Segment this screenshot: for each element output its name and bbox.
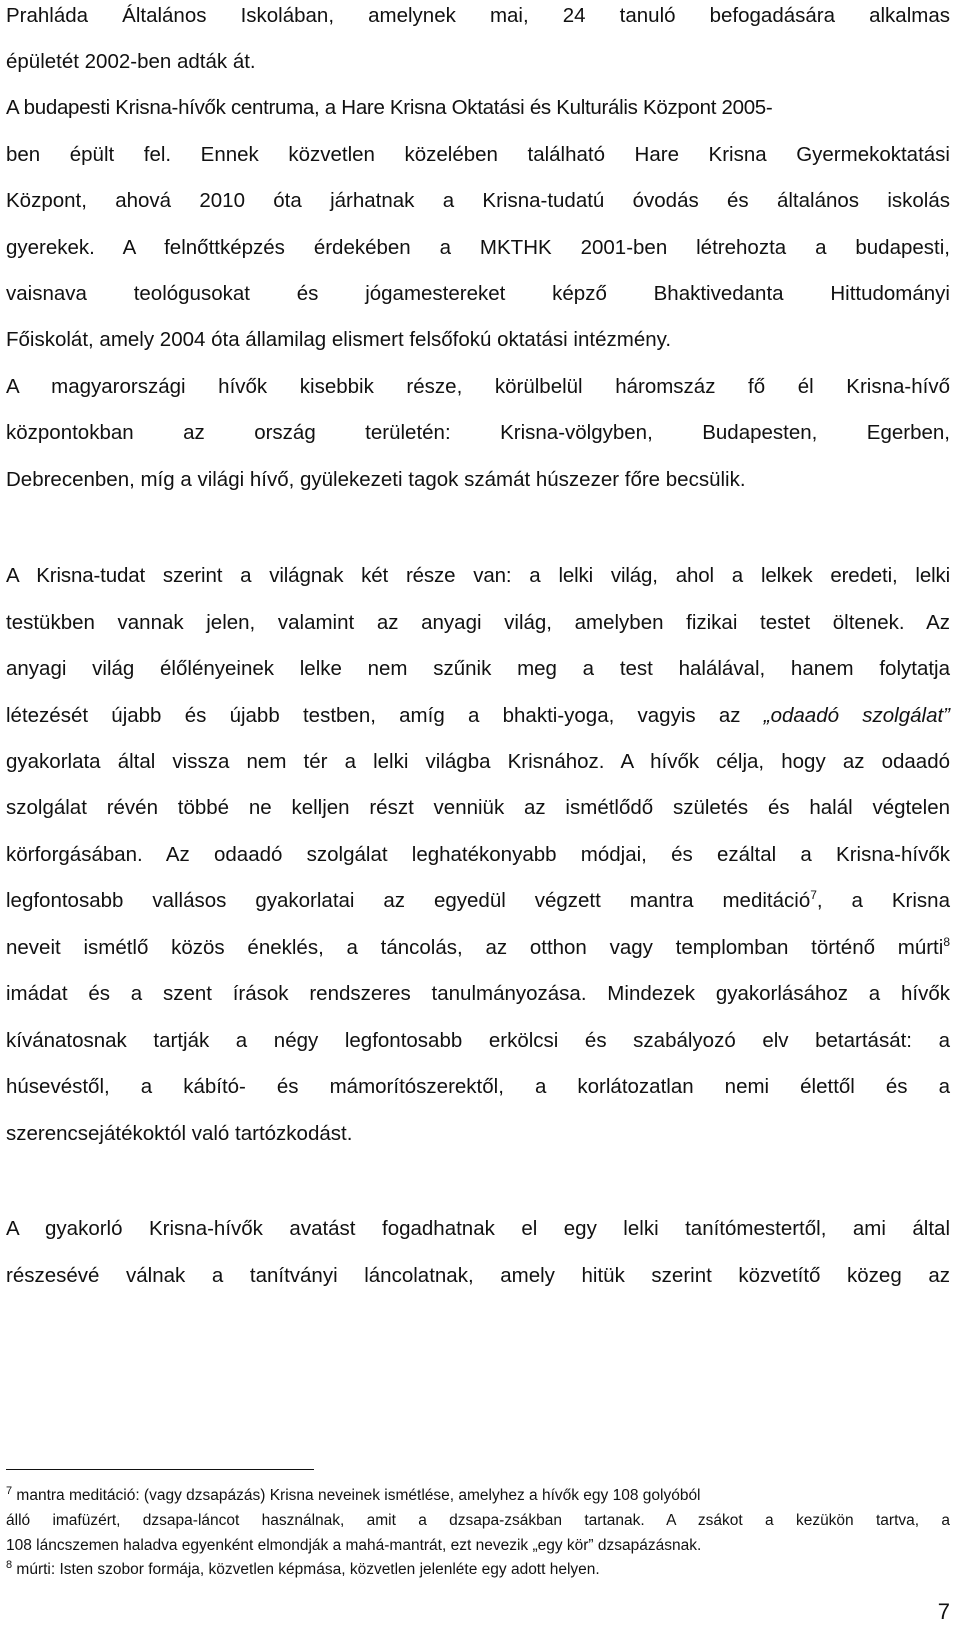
text-line: kívánatosnak tartják a négy legfontosabb erkölcsi és szabályozó elv betartását: a [6,1029,950,1052]
footnote-7-line-3: 108 láncszemen haladva egyenként elmondják a mahá-mantrát, ezt nevezik „egy kör” dzsapázásnak. [6,1537,702,1554]
footnote-marker: 8 [6,1558,13,1571]
text-line: gyakorlata által vissza nem tér a lelki világba Krisnához. A hívők célja, hogy az odaadó [6,750,950,773]
footnote-ref-8[interactable]: 8 [943,935,950,950]
text-line: húsevéstől, a kábító- és mámorítószerektől, a korlátozatlan nemi élettől és a [6,1075,950,1098]
text-line: anyagi világ élőlényeinek lelke nem szűnik meg a test halálával, hanem folytatja [6,657,950,680]
text-line: vaisnava teológusokat és jógamestereket képző Bhaktivedanta Hittudományi [6,282,950,305]
text-line: ben épült fel. Ennek közvetlen közelében található Hare Krisna Gyermekoktatási [6,143,950,166]
text-line: Prahláda Általános Iskolában, amelynek mai, 24 tanuló befogadására alkalmas [6,4,950,27]
footnote-text: mantra meditáció: (vagy dzsapázás) Krisna neveinek ismétlése, amelyhez a hívők egy 108 golyóból [12,1487,701,1504]
text-line: gyerekek. A felnőttképzés érdekében a MKTHK 2001-ben létrehozta a budapesti, [6,236,950,259]
text-line: központokban az ország területén: Krisna-völgyben, Budapesten, Egerben, [6,421,950,444]
text-line: körforgásában. Az odaadó szolgálat leghatékonyabb módjai, és ezáltal a Krisna-hívők [6,843,950,866]
text-line: épületét 2002-ben adták át. [6,50,256,73]
text-line: testükben vannak jelen, valamint az anyagi világ, amelyben fizikai testet öltenek. Az [6,611,950,634]
italic-term: „odaadó szolgálat” [763,704,950,727]
text-line: szerencsejátékoktól való tartózkodást. [6,1122,353,1145]
text-line: A Krisna-tudat szerint a világnak két része van: a lelki világ, ahol a lelkek eredeti, lelki [6,564,950,587]
footnote-separator [6,1469,314,1470]
text-line: Debrecenben, míg a világi hívő, gyülekezeti tagok számát húszezer főre becsülik. [6,468,746,491]
text-line: szolgálat révén többé ne kelljen részt venniük az ismétlődő születés és halál végtelen [6,796,950,819]
text-line: részesévé válnak a tanítványi láncolatnak, amely hitük szerint közvetítő közeg az [6,1264,950,1287]
text-line [6,889,950,913]
text-line: Főiskolát, amely 2004 óta államilag elismert felsőfokú oktatási intézmény. [6,328,672,351]
text-line [6,704,950,728]
footnote-text: múrti: Isten szobor formája, közvetlen képmása, közvetlen jelenléte egy adott helyen. [12,1561,600,1578]
footnote-7-line-2: álló imafüzért, dzsapa-láncot használnak, amit a dzsapa-zsákban tartanak. A zsákot a kezükön tartva, a [6,1512,950,1529]
text-segment: legfontosabb vallásos gyakorlatai az egyedül végzett mantra meditáció [6,889,811,912]
page-number: 7 [937,1599,950,1624]
footnote-8 [6,1560,950,1580]
text-line: Központ, ahová 2010 óta járhatnak a Krisna-tudatú óvodás és általános iskolás [6,189,950,212]
text-segment: neveit ismétlő közös éneklés, a táncolás, az otthon vagy templomban történő múrti [6,936,944,959]
footnote-7 [6,1486,950,1506]
text-segment: , a Krisna [816,889,950,912]
text-line [6,936,950,960]
text-line: A budapesti Krisna-hívők centruma, a Hare Krisna Oktatási és Kulturális Központ 2005- [6,96,773,119]
footnote-ref-7[interactable]: 7 [810,888,817,903]
text-line: A magyarországi hívők kisebbik része, körülbelül háromszáz fő él Krisna-hívő [6,375,950,398]
text-line: imádat és a szent írások rendszeres tanulmányozása. Mindezek gyakorlásához a hívők [6,982,950,1005]
footnote-marker: 7 [6,1484,13,1497]
text-segment: létezését újabb és újabb testben, amíg a bhakti-yoga, vagyis az [6,704,741,727]
text-line: A gyakorló Krisna-hívők avatást fogadhatnak el egy lelki tanítómestertől, ami által [6,1217,950,1240]
